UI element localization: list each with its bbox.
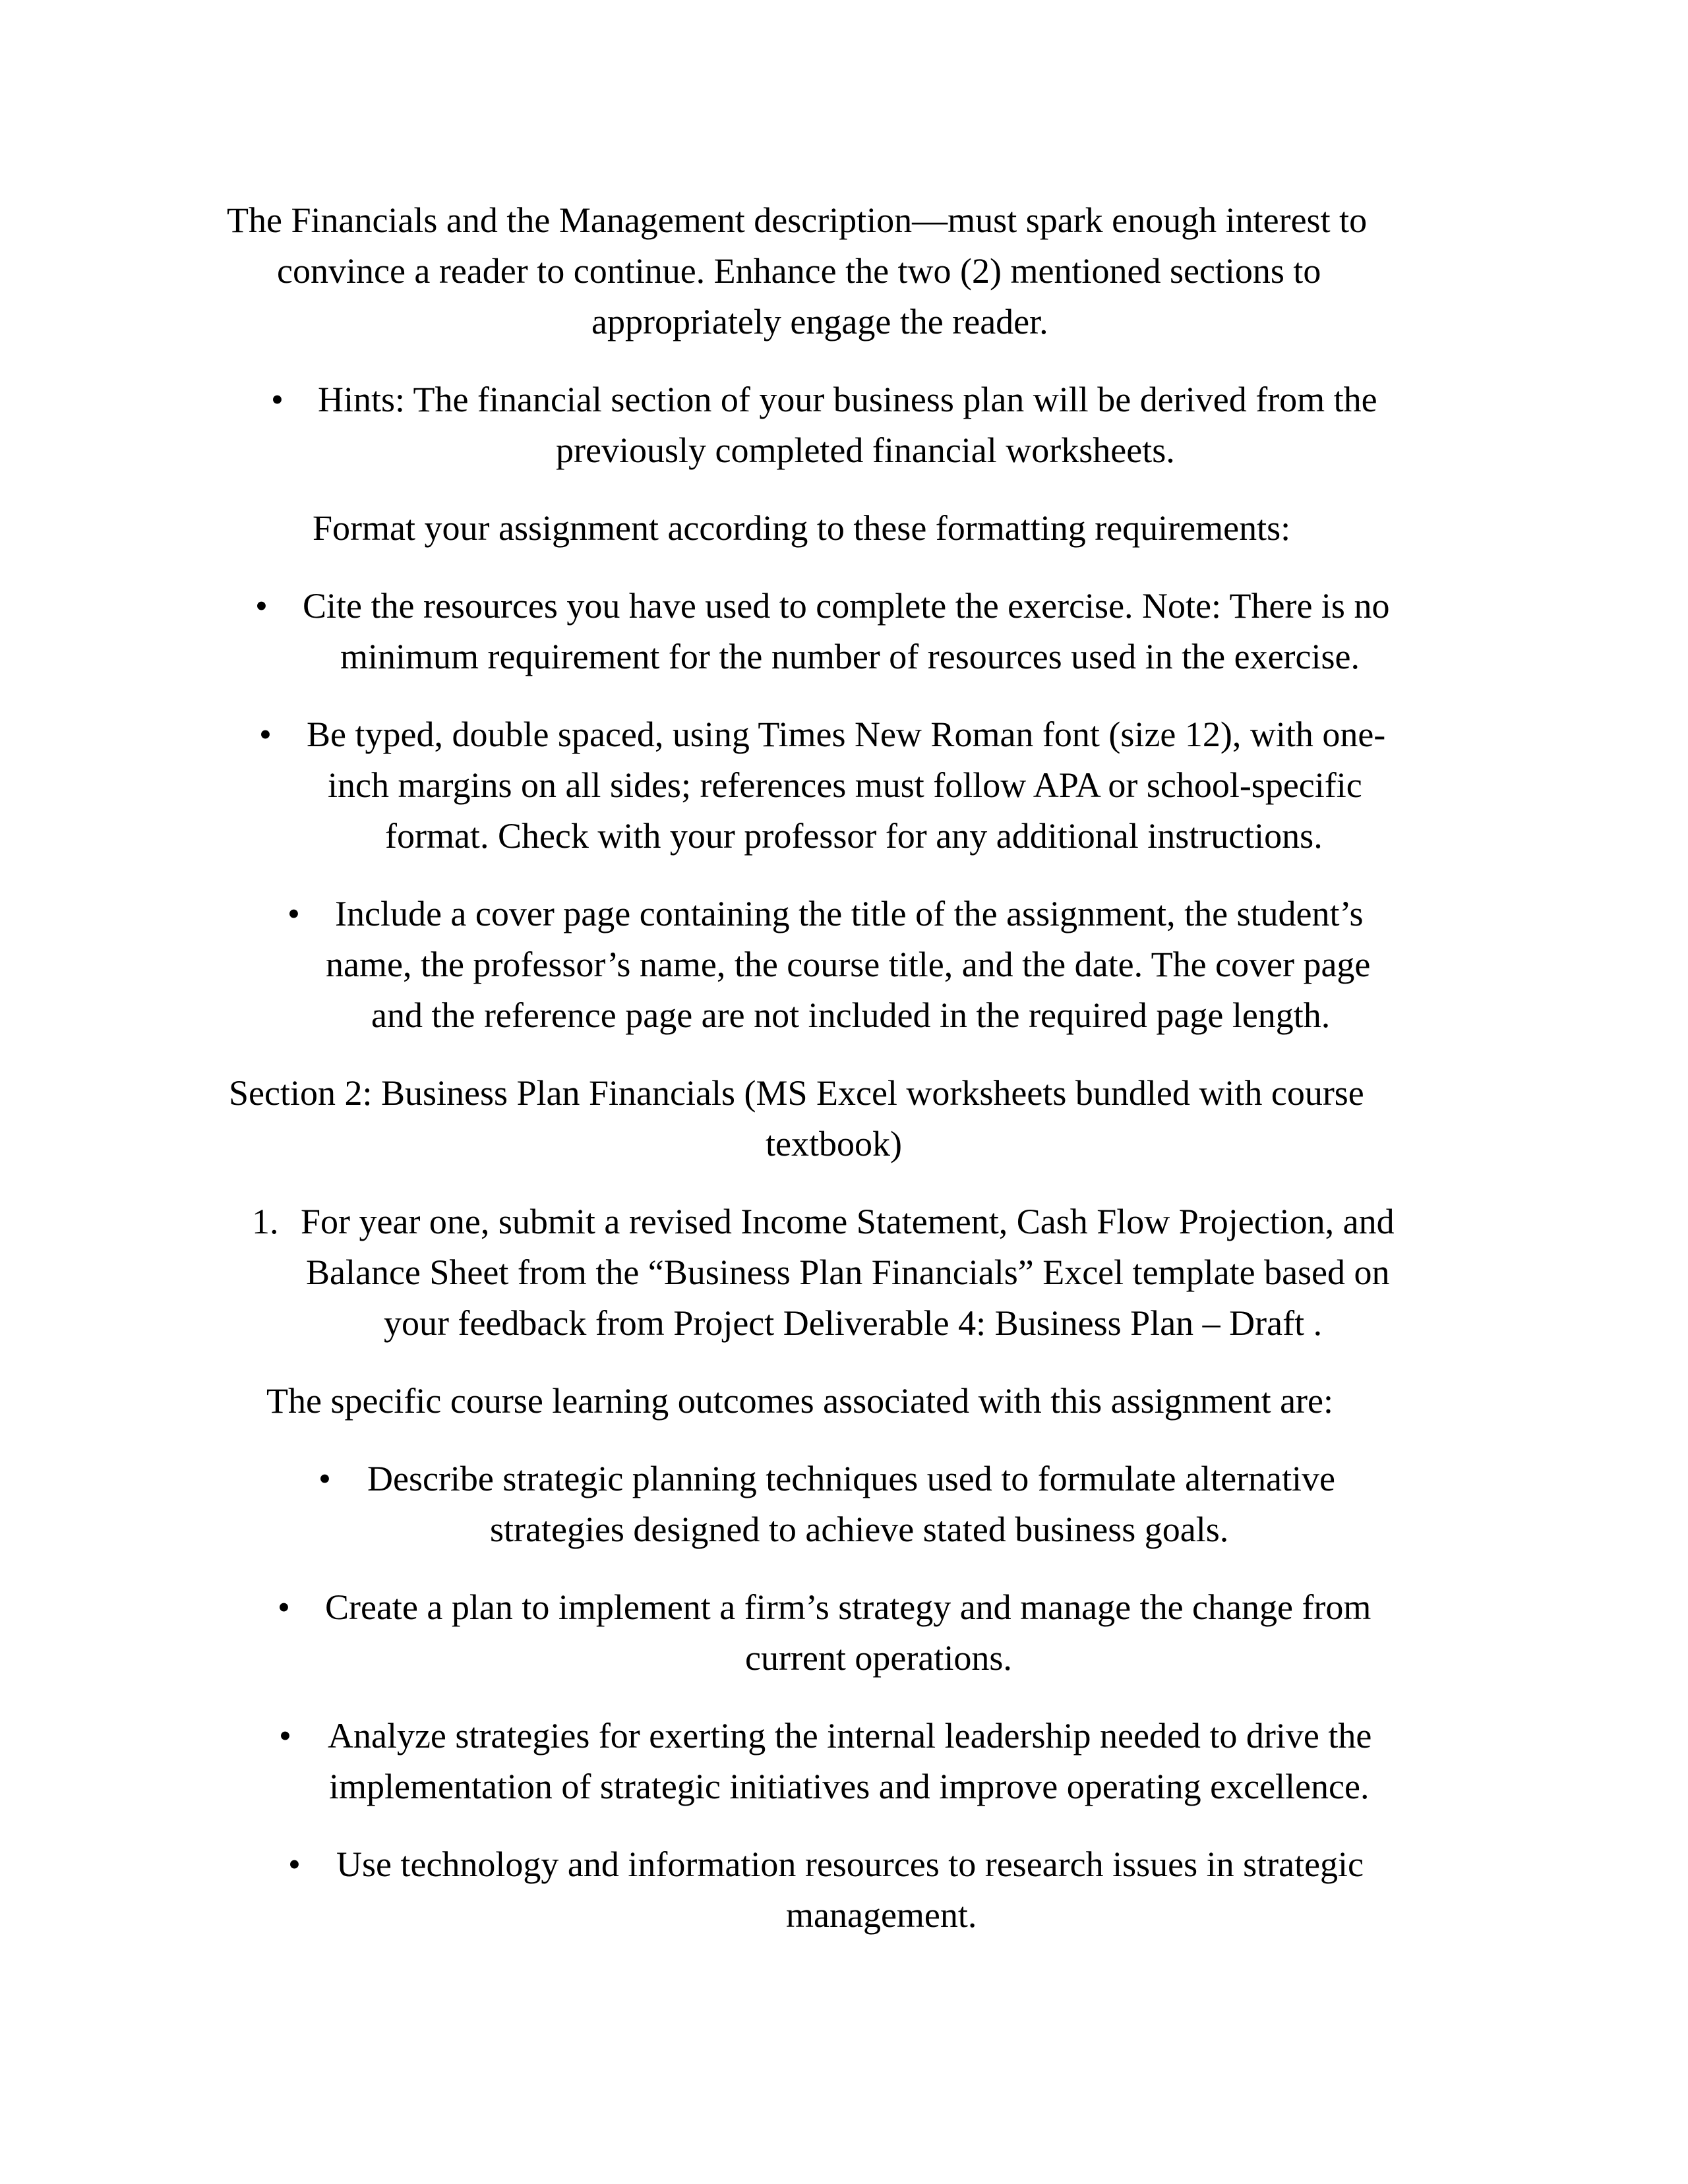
format-item-2-line-3: format. Check with your professor for any additional instructions. (385, 816, 1323, 856)
outcome-2-line-2: current operations. (745, 1638, 1012, 1678)
outcome-3-bullet: • (279, 1716, 291, 1756)
outcome-3-line-2: implementation of strategic initiatives and improve operating excellence. (329, 1767, 1370, 1806)
outcome-2-bullet: • (278, 1587, 290, 1627)
hints-line-1: Hints: The financial section of your business plan will be derived from the (318, 380, 1377, 419)
format-item-1-line-2: minimum requirement for the number of resources used in the exercise. (340, 637, 1360, 676)
outcome-1-line-1: Describe strategic planning techniques used to formulate alternative (367, 1459, 1335, 1498)
outcome-1-bullet: • (318, 1459, 331, 1498)
numbered-item-line-1: For year one, submit a revised Income Statement, Cash Flow Projection, and (301, 1202, 1395, 1241)
section2-line-1: Section 2: Business Plan Financials (MS Excel worksheets bundled with course (229, 1073, 1364, 1113)
format-item-2-bullet: • (259, 715, 272, 754)
intro-line-2: convince a reader to continue. Enhance the two (2) mentioned sections to (277, 251, 1321, 291)
numbered-item-line-2: Balance Sheet from the “Business Plan Financials” Excel template based on (306, 1253, 1390, 1292)
outcome-1-line-2: strategies designed to achieve stated business goals. (490, 1510, 1229, 1549)
outcomes-heading: The specific course learning outcomes associated with this assignment are: (266, 1381, 1333, 1421)
intro-line-3: appropriately engage the reader. (591, 302, 1048, 341)
format-item-3-line-1: Include a cover page containing the title of the assignment, the student’s (335, 894, 1364, 933)
format-item-1-bullet: • (255, 586, 268, 626)
hints-line-2: previously completed financial worksheets. (556, 430, 1175, 470)
format-item-2-line-1: Be typed, double spaced, using Times New Roman font (size 12), with one- (307, 715, 1386, 754)
numbered-item-line-3: your feedback from Project Deliverable 4: Business Plan – Draft . (384, 1303, 1323, 1343)
outcome-2-line-1: Create a plan to implement a firm’s strategy and manage the change from (325, 1587, 1372, 1627)
format-item-3-line-2: name, the professor’s name, the course title, and the date. The cover page (326, 945, 1371, 984)
intro-line-1: The Financials and the Management description—must spark enough interest to (227, 200, 1368, 240)
hints-bullet: • (271, 380, 284, 419)
outcome-4-bullet: • (288, 1845, 301, 1884)
format-item-3-bullet: • (287, 894, 300, 933)
format-item-3-line-3: and the reference page are not included in the required page length. (371, 995, 1331, 1035)
outcome-4-line-2: management. (786, 1895, 977, 1935)
outcome-3-line-1: Analyze strategies for exerting the internal leadership needed to drive the (328, 1716, 1372, 1756)
outcome-4-line-1: Use technology and information resources to research issues in strategic (336, 1845, 1364, 1884)
format-item-1-line-1: Cite the resources you have used to complete the exercise. Note: There is no (303, 586, 1390, 626)
format-item-2-line-2: inch margins on all sides; references must follow APA or school-specific (328, 765, 1362, 805)
numbered-item-number: 1. (252, 1202, 279, 1241)
format-heading: Format your assignment according to these formatting requirements: (313, 508, 1291, 548)
section2-line-2: textbook) (766, 1124, 902, 1164)
